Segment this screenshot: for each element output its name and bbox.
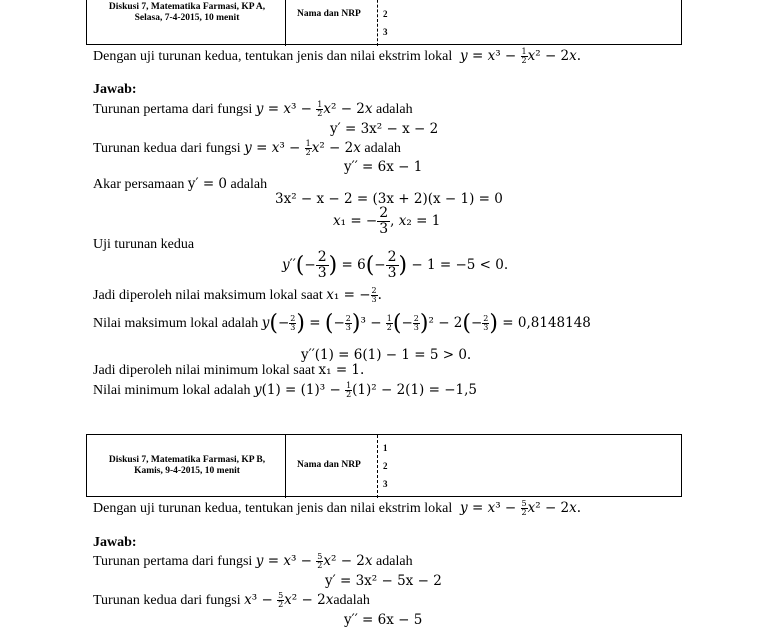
function-expr: y = x³ − $\frac{1}{2}$ x² − 2x. [460, 47, 582, 65]
header-title-kp-b: Diskusi 7, Matematika Farmasi, KP B, Kamis, 9-4-2015, 10 menit [108, 455, 266, 476]
y-prime-eq: y′ = 3x² − x − 2 [330, 121, 439, 137]
jawab-label-1: Jawab: [93, 82, 137, 97]
max-value-line: Nilai maksimum lokal adalah y(− $\frac{2}{3}$ ) = (− $\frac{2}{3}$ )³ − $\frac{1}{2}$ (− $\frac{2}{3}$ )² − 2(− $\frac{2}{3}$ ) = 0,8148148 [93, 311, 591, 336]
test-at-root-2: y′′(1) = 6(1) − 1 = 5 > 0. [301, 347, 472, 363]
nama-nrp-label: Nama dan NRP [297, 9, 361, 19]
y-prime-eq-2: y′ = 3x² − 5x − 2 [325, 573, 442, 589]
uji-label: Uji turunan kedua [93, 237, 195, 252]
min-text-line: Jadi diperoleh nilai minimum lokal saat x₁ = 1. [93, 362, 365, 378]
y-double-prime-eq: y′′ = 6x − 1 [344, 159, 423, 175]
second-derivative-line-2: Turunan kedua dari fungsi x³ − $\frac{5}{2}$ x² − 2xadalah [93, 591, 370, 609]
nrp-number: 3 [383, 27, 388, 37]
question-2: Dengan uji turunan kedua, tentukan jenis dan nilai ekstrim lokal y = x³ − $\frac{5}{2}$ x² − 2x. [93, 499, 582, 517]
header-title-kp-a: Diskusi 7, Matematika Farmasi, KP A, Selasa, 7-4-2015, 10 menit [108, 2, 266, 23]
roots-eq: x₁ = − $\frac{2}{3}$ , x₂ = 1 [333, 205, 441, 237]
second-derivative-line: Turunan kedua dari fungsi y = x³ − $\frac{1}{2}$ x² − 2x adalah [93, 139, 401, 157]
jawab-label-2: Jawab: [93, 535, 137, 550]
nrp-number: 3 [383, 479, 388, 489]
header-box-kp-b [86, 434, 682, 497]
nama-nrp-label: Nama dan NRP [297, 460, 361, 470]
min-value-line: Nilai minimum lokal adalah y(1) = (1)³ − $\frac{1}{2}$ (1)² − 2(1) = −1,5 [93, 381, 477, 399]
nrp-number: 1 [383, 443, 388, 453]
akar-line: Akar persamaan y′ = 0 adalah [93, 176, 268, 192]
first-derivative-line-2: Turunan pertama dari fungsi y = x³ − $\frac{5}{2}$ x² − 2x adalah [93, 552, 413, 570]
nrp-number: 2 [383, 461, 388, 471]
first-derivative-line: Turunan pertama dari fungsi y = x³ − $\frac{1}{2}$ x² − 2x adalah [93, 100, 413, 118]
factor-eq: 3x² − x − 2 = (3x + 2)(x − 1) = 0 [275, 191, 503, 207]
nrp-number: 2 [383, 9, 388, 19]
question-1: Dengan uji turunan kedua, tentukan jenis dan nilai ekstrim lokal y = x³ − $\frac{1}{2}$ x² − 2x. [93, 47, 582, 65]
y-double-prime-eq-2: y′′ = 6x − 5 [344, 612, 423, 628]
test-at-root-1: y′′(− $\frac{2}{3}$ ) = 6(− $\frac{2}{3}$ ) − 1 = −5 < 0. [282, 249, 509, 281]
max-text-line: Jadi diperoleh nilai maksimum lokal saat x₁ = − $\frac{2}{3}$ . [93, 286, 382, 304]
header-box-kp-a [86, 0, 682, 45]
